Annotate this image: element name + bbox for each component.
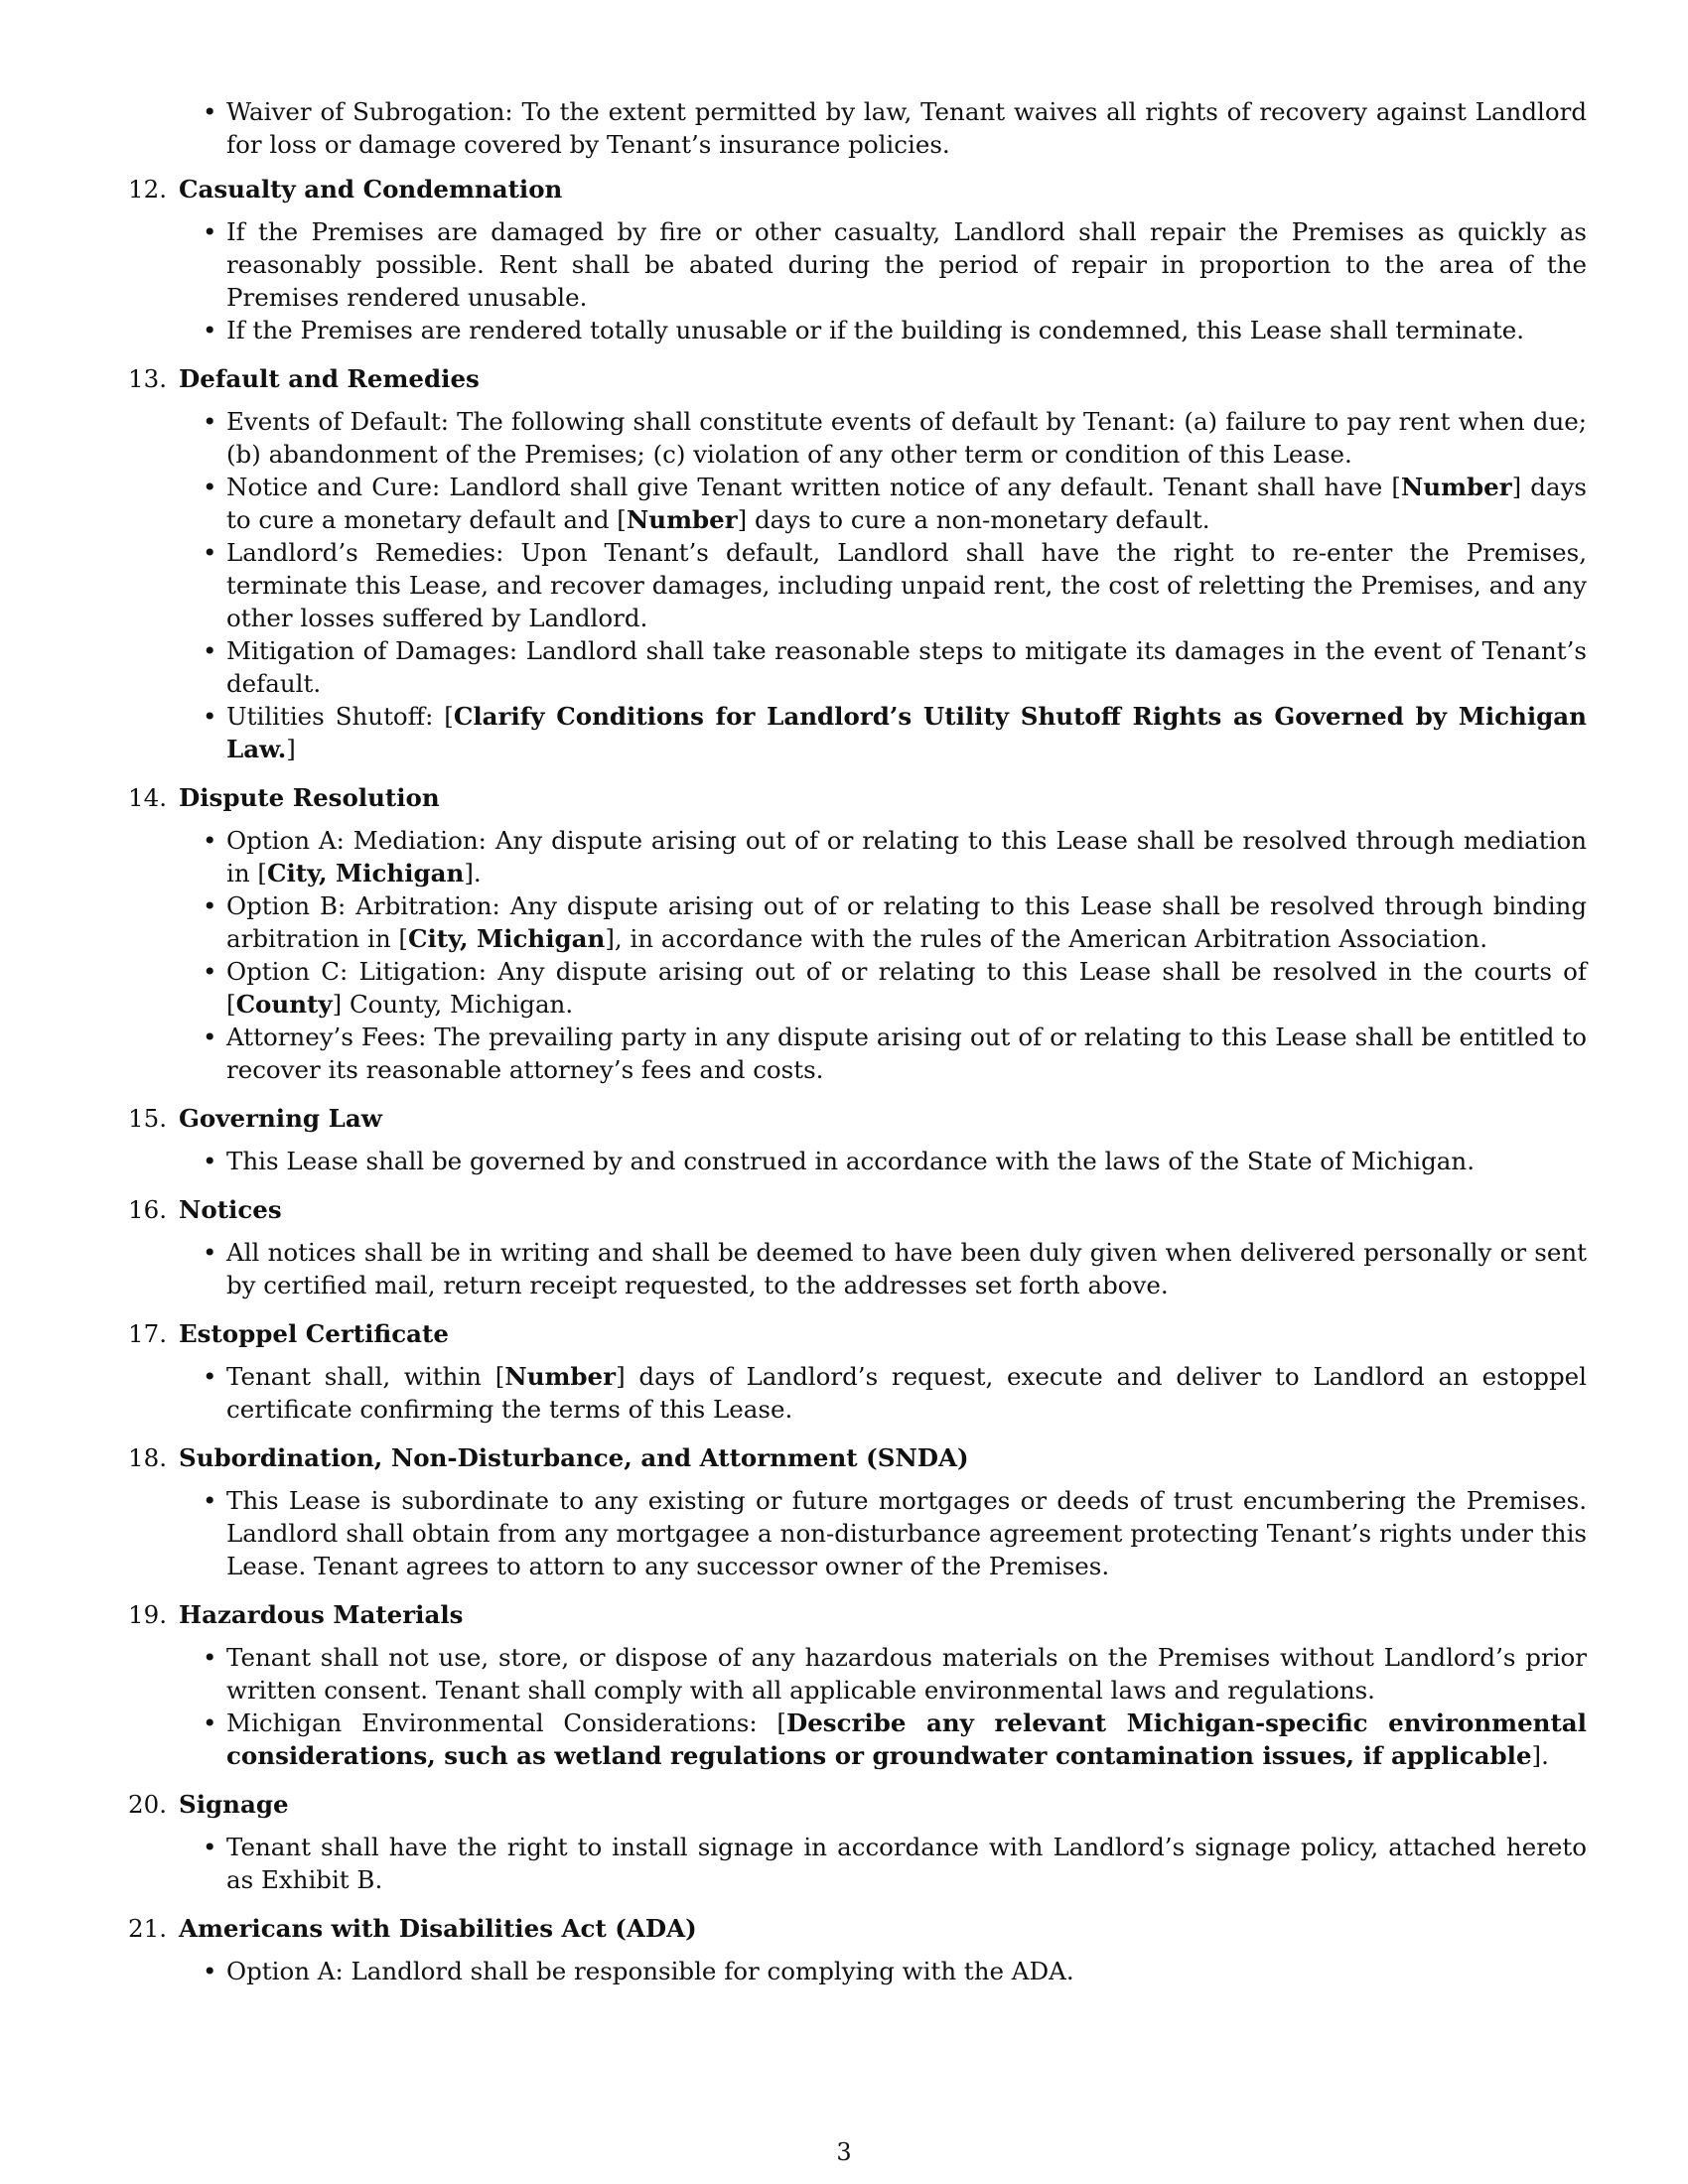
section-number: 17. [128,1319,167,1348]
section-heading [117,1598,1587,1631]
clause-text: All notices shall be in writing and shall be deemed to have been duly given when delivered personally or sent by certified mail, return receipt requested, to the addresses set forth above. [226,1238,1587,1299]
placeholder-text: City, Michigan [407,924,606,953]
section-heading [117,781,1587,814]
clause-text: Waiver of Subrogation: To the extent permitted by law, Tenant waives all rights of recovery against Landlord for loss or damage covered by Tenant’s insurance policies. [226,97,1587,159]
bullet-list [117,824,1587,1086]
clause-text: Notice and Cure: Landlord shall give Tenant written notice of any default. Tenant shall have [ [226,473,1401,501]
section [117,781,1587,1086]
section-list [117,173,1587,1987]
section-heading [117,1102,1587,1135]
list-item [226,1955,1587,1987]
clause-text: ] days to cure a monetary default and [ [226,473,1587,534]
section-title: Subordination, Non-Disturbance, and Attornment (SNDA) [179,1443,969,1472]
section-heading [117,1441,1587,1474]
section-heading [117,362,1587,395]
bullet-list [117,1955,1587,1987]
section-heading [117,1317,1587,1350]
clause-text: If the Premises are damaged by fire or other casualty, Landlord shall repair the Premises as quickly as reasonably possible. Rent shall be abated during the period of repair in proportion to the area of the Premises rendered unusable. [226,217,1587,312]
placeholder-text: Number [626,505,738,534]
list-item [226,95,1587,161]
section [117,1912,1587,1987]
section-title: Casualty and Condemnation [179,175,563,204]
section [117,362,1587,765]
clause-text: ] days to cure a non-monetary default. [737,505,1210,534]
section-number: 19. [128,1600,167,1629]
placeholder-text: Number [504,1362,617,1391]
bullet-list [117,1641,1587,1772]
section-title: Americans with Disabilities Act (ADA) [179,1914,697,1943]
list-item [226,634,1587,700]
clause-text: Landlord’s Remedies: Upon Tenant’s default, Landlord shall have the right to re-enter the Premises, terminate this Lease, and recover damages, including unpaid rent, the cost of reletting the Premises, and any other losses suffered by Landlord. [226,538,1587,632]
section-title: Governing Law [179,1104,382,1133]
list-item [226,1236,1587,1301]
clause-text: Option B: Arbitration: Any dispute arising out of or relating to this Lease shall be resolved through binding arbitration in [ [226,891,1587,953]
page-number: 3 [836,2138,852,2166]
section-heading [117,173,1587,205]
clause-text: If the Premises are rendered totally unusable or if the building is condemned, this Lease shall terminate. [226,316,1525,344]
clause-text: ]. [464,859,482,887]
section-heading [117,1788,1587,1821]
section-title: Signage [179,1790,289,1819]
clause-text: Tenant shall have the right to install signage in accordance with Landlord’s signage policy, attached hereto as Exhibit B. [226,1833,1587,1894]
clause-text: Option A: Landlord shall be responsible for complying with the ADA. [226,1957,1074,1985]
section-number: 13. [128,364,167,393]
section-number: 21. [128,1914,167,1943]
bullet-list [117,1145,1587,1177]
section [117,1788,1587,1896]
clause-text: ]. [1531,1741,1549,1770]
list-item [226,1145,1587,1177]
bullet-list [117,1360,1587,1426]
placeholder-text: City, Michigan [266,859,465,887]
section-number: 16. [128,1195,167,1224]
bullet-list [117,1236,1587,1301]
placeholder-text: Describe any relevant Michigan-specific environmental considerations, such as wetland regulations or groundwater contamination issues, if applicable [226,1708,1587,1770]
section-title: Estoppel Certificate [179,1319,449,1348]
clause-text: ] days of Landlord’s request, execute and deliver to Landlord an estoppel certificate confirming the terms of this Lease. [226,1362,1587,1424]
list-item [226,1360,1587,1426]
section-number: 12. [128,175,167,204]
section-title: Default and Remedies [179,364,480,393]
clause-text: Michigan Environmental Considerations: [ [226,1708,786,1737]
section-number: 15. [128,1104,167,1133]
list-item [226,405,1587,471]
clause-text: Tenant shall, within [ [226,1362,505,1391]
list-item [226,700,1587,765]
section-title: Hazardous Materials [179,1600,464,1629]
clause-text: This Lease shall be governed by and construed in accordance with the laws of the State of Michigan. [226,1147,1475,1175]
list-item [226,314,1587,346]
bullet-list [117,1831,1587,1896]
clause-text: ], in accordance with the rules of the American Arbitration Association. [605,924,1487,953]
section [117,173,1587,346]
clause-text: ] County, Michigan. [332,990,574,1019]
clause-text: Option C: Litigation: Any dispute arising out of or relating to this Lease shall be resolved in the courts of [ [226,957,1587,1019]
continued-bullet-list [117,95,1587,161]
placeholder-text: Clarify Conditions for Landlord’s Utility Shutoff Rights as Governed by Michigan Law. [226,702,1587,763]
list-item [226,536,1587,634]
list-item [226,471,1587,536]
placeholder-text: County [235,990,333,1019]
section [117,1317,1587,1426]
clause-text: ] [286,735,296,763]
list-item [226,1021,1587,1086]
lease-body [117,95,1587,2003]
bullet-list [117,215,1587,346]
bullet-list [117,405,1587,765]
section [117,1441,1587,1582]
list-item [226,1641,1587,1706]
bullet-list [117,1484,1587,1582]
clause-text: Mitigation of Damages: Landlord shall take reasonable steps to mitigate its damages in the event of Tenant’s default. [226,636,1587,698]
section-number: 20. [128,1790,167,1819]
clause-text: Events of Default: The following shall constitute events of default by Tenant: (a) failure to pay rent when due; (b) abandonment of the Premises; (c) violation of any other term or condition of this Lease. [226,407,1587,469]
list-item [226,955,1587,1021]
list-item [226,215,1587,314]
clause-text: Option A: Mediation: Any dispute arising out of or relating to this Lease shall be resolved through mediation in [ [226,826,1587,887]
section [117,1102,1587,1177]
clause-text: Attorney’s Fees: The prevailing party in any dispute arising out of or relating to this Lease shall be entitled to recover its reasonable attorney’s fees and costs. [226,1023,1587,1084]
section [117,1193,1587,1301]
section-number: 18. [128,1443,167,1472]
placeholder-text: Number [1400,473,1512,501]
clause-text: Tenant shall not use, store, or dispose of any hazardous materials on the Premises without Landlord’s prior written consent. Tenant shall comply with all applicable environmental laws and regulations. [226,1643,1587,1705]
clause-text: This Lease is subordinate to any existing or future mortgages or deeds of trust encumbering the Premises. Landlord shall obtain from any mortgagee a non-disturbance agreement protecting Tenant’s rights under this Lease. Tenant agrees to attorn to any successor owner of the Premises. [226,1486,1587,1580]
section-title: Dispute Resolution [179,783,440,812]
section-number: 14. [128,783,167,812]
list-item [226,824,1587,889]
section-heading [117,1193,1587,1226]
section-title: Notices [179,1195,282,1224]
list-item [226,1831,1587,1896]
list-item [226,1706,1587,1772]
section [117,1598,1587,1772]
list-item [226,1484,1587,1582]
section-heading [117,1912,1587,1945]
clause-text: Utilities Shutoff: [ [226,702,454,731]
list-item [226,889,1587,955]
